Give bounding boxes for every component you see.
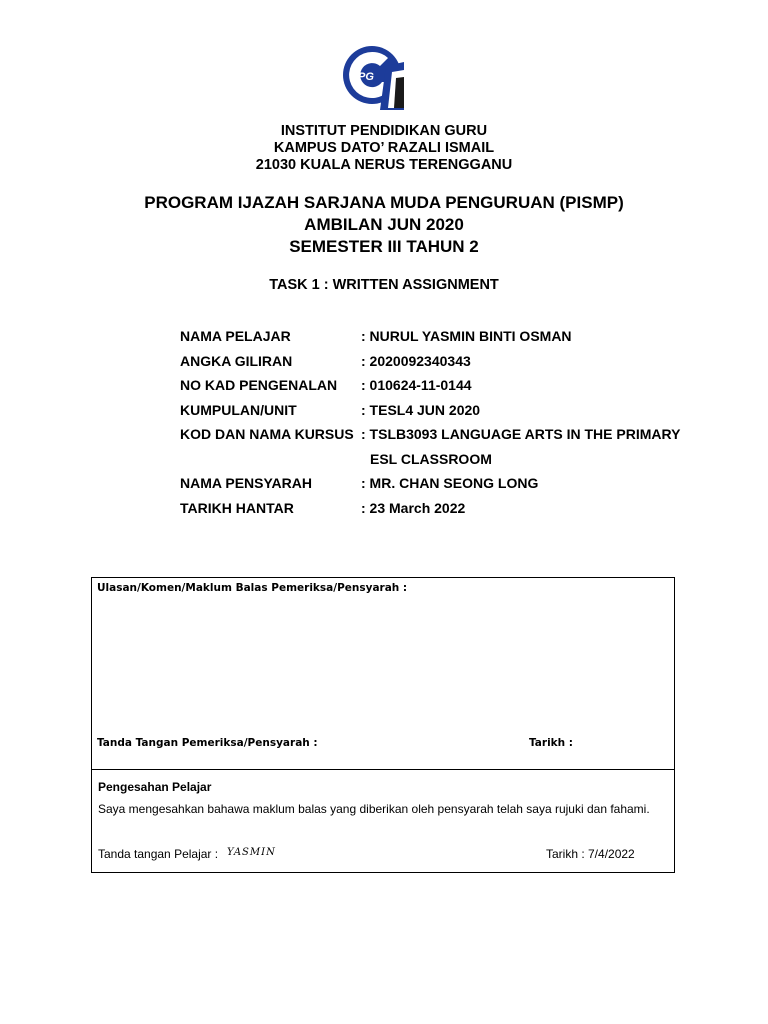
feedback-box xyxy=(91,577,675,873)
examiner-date-label: Tarikh : xyxy=(529,737,573,749)
info-value-continuation: ESL CLASSROOM xyxy=(370,450,492,467)
info-value: : 2020092340343 xyxy=(361,352,471,369)
info-label: NO KAD PENGENALAN xyxy=(180,377,338,393)
program-header xyxy=(0,192,768,258)
student-signature: YASMIN xyxy=(227,847,276,858)
student-date: Tarikh : 7/4/2022 xyxy=(546,847,635,861)
student-signature-label: Tanda tangan Pelajar : xyxy=(98,847,219,861)
logo-text: IPG xyxy=(355,71,374,83)
institution-header xyxy=(0,123,768,174)
institution-name: INSTITUT PENDIDIKAN GURU xyxy=(280,123,488,139)
comment-label: Ulasan/Komen/Maklum Balas Pemeriksa/Pensyarah : xyxy=(97,582,408,594)
confirmation-body: Saya mengesahkan bahawa maklum balas yang diberikan oleh pensyarah telah saya rujuki dan fahami. xyxy=(98,802,650,816)
institution-address: 21030 KUALA NERUS TERENGGANU xyxy=(255,157,513,173)
info-value: : TSLB3093 LANGUAGE ARTS IN THE PRIMARY xyxy=(361,426,681,442)
section-divider xyxy=(92,769,674,770)
info-value: : NURUL YASMIN BINTI OSMAN xyxy=(361,328,572,344)
confirmation-title: Pengesahan Pelajar xyxy=(98,780,212,794)
info-label: KUMPULAN/UNIT xyxy=(180,401,297,418)
info-value: : 23 March 2022 xyxy=(361,499,466,516)
program-semester: SEMESTER III TAHUN 2 xyxy=(289,237,479,256)
task-title: TASK 1 : WRITTEN ASSIGNMENT xyxy=(269,277,499,293)
program-intake: AMBILAN JUN 2020 xyxy=(304,215,464,234)
info-value: : TESL4 JUN 2020 xyxy=(361,401,481,418)
info-label: TARIKH HANTAR xyxy=(180,499,294,516)
info-label: ANGKA GILIRAN xyxy=(180,352,293,369)
info-label: NAMA PELAJAR xyxy=(180,328,291,344)
campus-name: KAMPUS DATO’ RAZALI ISMAIL xyxy=(273,140,495,156)
info-value: : MR. CHAN SEONG LONG xyxy=(361,475,539,491)
examiner-signature-label: Tanda Tangan Pemeriksa/Pensyarah : xyxy=(97,737,318,749)
info-value: : 010624-11-0144 xyxy=(361,377,472,393)
info-label: NAMA PENSYARAH xyxy=(180,475,312,491)
program-name: PROGRAM IJAZAH SARJANA MUDA PENGURUAN (PISMP) xyxy=(144,193,624,212)
ipg-logo xyxy=(342,38,408,112)
info-label: KOD DAN NAMA KURSUS xyxy=(180,426,354,442)
